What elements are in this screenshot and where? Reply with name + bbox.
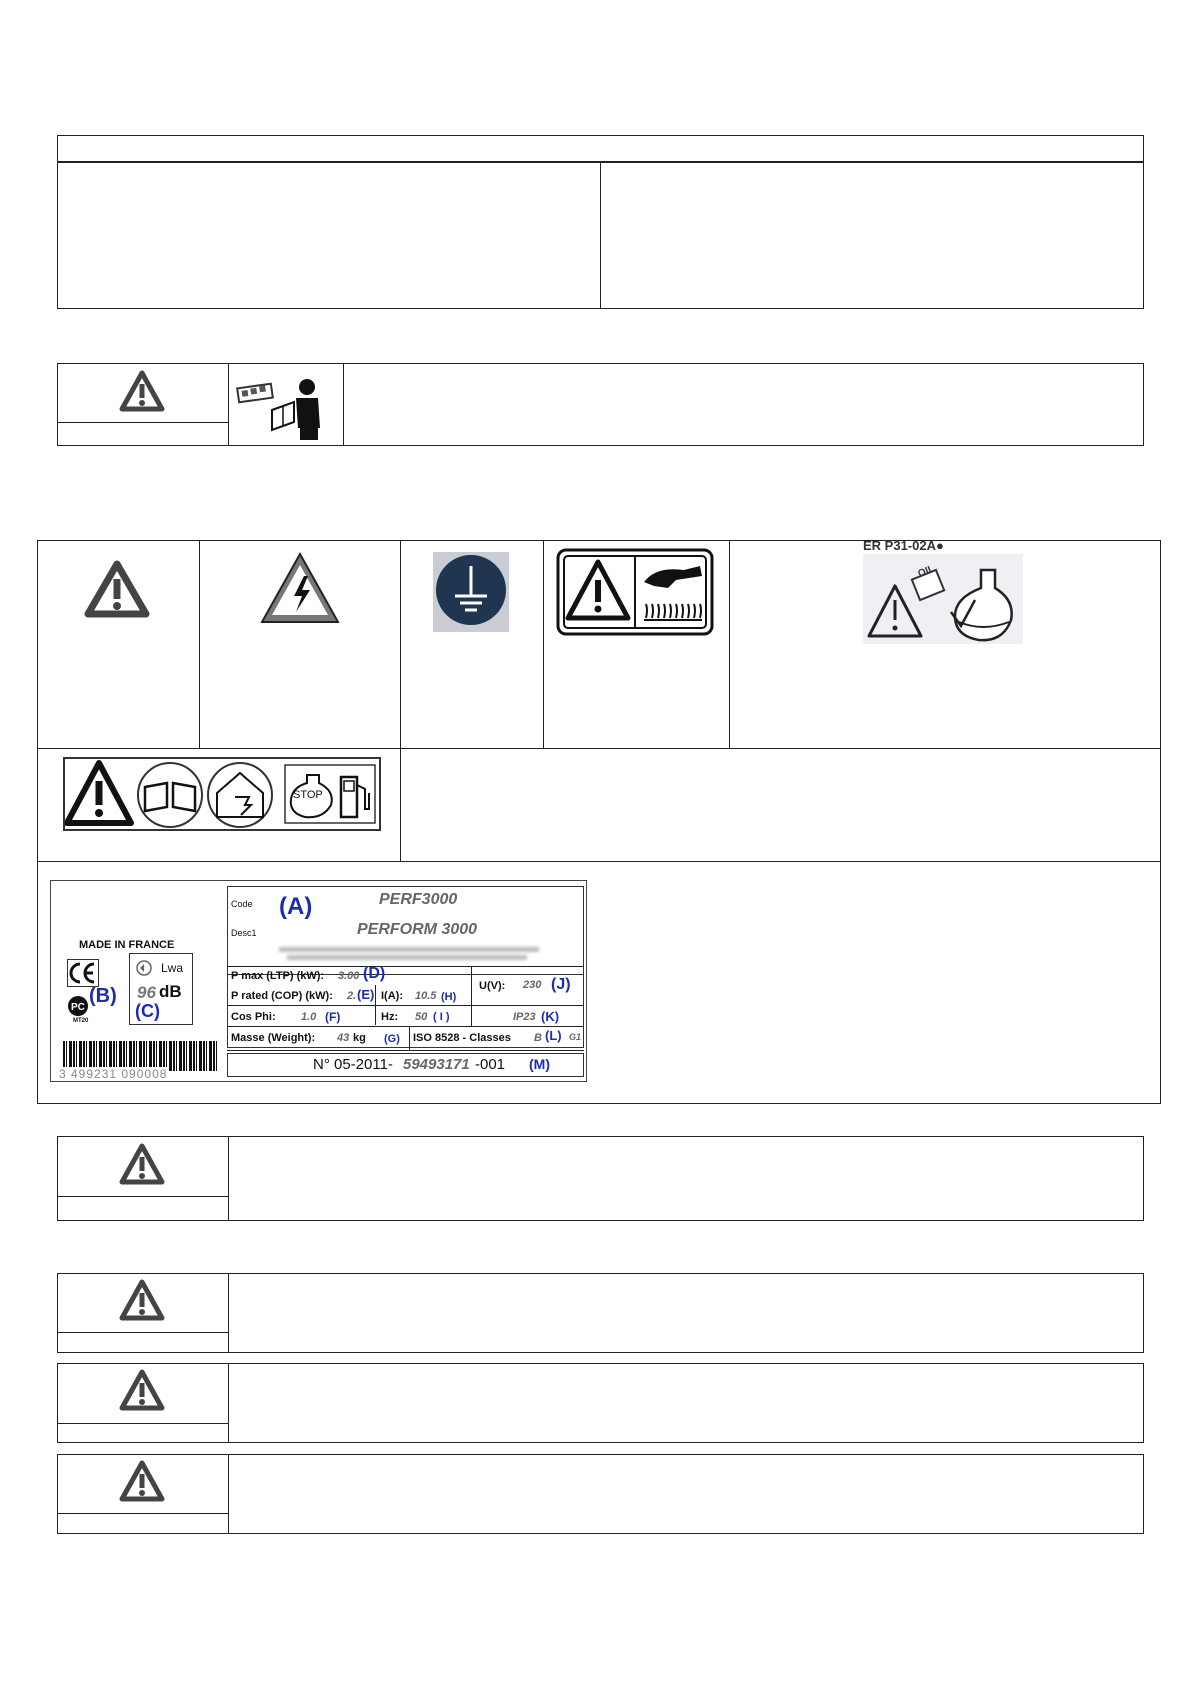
hot-surface-warning-icon xyxy=(556,548,714,636)
stop-label: STOP xyxy=(293,789,323,801)
warning-icon xyxy=(119,370,165,412)
warning-box-read-manual xyxy=(57,363,1144,446)
rating-plate-rule xyxy=(227,966,584,967)
marker-j: (J) xyxy=(551,976,571,993)
rating-plate xyxy=(50,880,587,1082)
rating-plate-rule xyxy=(227,1050,584,1051)
warning-box-divider xyxy=(343,363,344,446)
pictogram-table-col-divider xyxy=(729,540,730,748)
serial-suffix: -001 xyxy=(475,1056,506,1073)
warning-icon xyxy=(119,1279,165,1321)
rating-plate-rule xyxy=(227,1026,584,1027)
iso-label: ISO 8528 - Classes xyxy=(413,1032,511,1044)
general-warning-icon xyxy=(84,560,150,618)
warning-box-divider xyxy=(57,422,228,423)
warning-box xyxy=(57,1136,1144,1221)
lwa-value: 96 xyxy=(137,983,156,1002)
prated-label: P rated (COP) (kW): xyxy=(231,990,333,1002)
refuel-warning-strip xyxy=(63,757,381,831)
marker-e: (E) xyxy=(357,987,375,1002)
rating-plate-rule xyxy=(471,1005,472,1026)
pictogram-table-col-divider xyxy=(400,540,401,861)
marker-b: (B) xyxy=(89,985,117,1007)
read-manual-pictogram xyxy=(236,372,326,442)
rating-plate-rule xyxy=(409,1026,410,1050)
mass-label: Masse (Weight): xyxy=(231,1032,316,1044)
marker-l: (L) xyxy=(545,1028,562,1043)
marker-d: (D) xyxy=(363,965,386,982)
blurred-text xyxy=(287,955,527,960)
electrical-hazard-icon xyxy=(258,550,342,628)
iso-value: B xyxy=(534,1032,542,1044)
mass-value: 43 xyxy=(337,1032,350,1044)
rating-plate-rule xyxy=(227,1005,584,1006)
lwa-label: Lwa xyxy=(161,961,184,975)
er-code-label: ER P31-02A● xyxy=(863,538,944,553)
marker-f: (F) xyxy=(325,1010,341,1024)
serial-prefix: N° 05-2011- xyxy=(313,1056,393,1073)
warning-box xyxy=(57,1454,1144,1534)
warning-box xyxy=(57,1273,1144,1353)
warning-box-divider xyxy=(57,1332,228,1333)
warning-box-divider xyxy=(57,1423,228,1424)
oil-label: OIL xyxy=(916,563,937,580)
pictogram-table-col-divider xyxy=(199,540,200,748)
lwa-unit: dB xyxy=(159,982,182,1001)
warning-box-divider xyxy=(228,1136,229,1221)
made-in-label: MADE IN FRANCE xyxy=(79,939,175,951)
current-label: I(A): xyxy=(381,990,403,1002)
prated-value: 2. xyxy=(347,990,357,1002)
voltage-value: 230 xyxy=(523,979,542,991)
cosphi-label: Cos Phi: xyxy=(231,1011,276,1023)
marker-k: (K) xyxy=(541,1009,560,1024)
marker-c: (C) xyxy=(135,1001,160,1021)
hz-value: 50 xyxy=(415,1011,428,1023)
warning-icon xyxy=(119,1369,165,1411)
pmax-value: 3.00 xyxy=(338,970,360,982)
warning-box-divider xyxy=(228,1454,229,1534)
marker-i: ( I ) xyxy=(433,1011,450,1023)
marker-m: (M) xyxy=(529,1056,550,1072)
warning-icon xyxy=(119,1143,165,1185)
warning-box-divider xyxy=(228,363,229,446)
ip-value: IP23 xyxy=(513,1011,536,1023)
serial-mid: 59493171 xyxy=(403,1056,470,1073)
ground-symbol-icon xyxy=(433,552,509,632)
warning-box-divider xyxy=(57,1513,228,1514)
blurred-text xyxy=(279,947,539,952)
ce-mark-icon xyxy=(67,959,99,987)
rating-plate-rule xyxy=(375,985,376,1025)
pmax-label: P max (LTP) (kW): xyxy=(231,970,325,982)
warning-icon xyxy=(119,1460,165,1502)
warning-box-divider xyxy=(228,1363,229,1443)
header-table-column-divider xyxy=(600,161,601,309)
marker-g: (G) xyxy=(384,1033,400,1045)
barcode-number: 3 499231 090008 xyxy=(59,1067,168,1081)
iso-tail: G1 xyxy=(569,1032,582,1042)
warning-box-divider xyxy=(228,1273,229,1353)
hz-label: Hz: xyxy=(381,1011,399,1023)
desc-value: PERFORM 3000 xyxy=(357,921,478,938)
rating-plate-rule xyxy=(471,966,472,1006)
cosphi-value: 1.0 xyxy=(301,1011,317,1023)
code-label: Code xyxy=(231,899,253,909)
oil-check-pictogram xyxy=(863,540,1023,644)
warning-box-divider xyxy=(57,1196,228,1197)
desc-label: Desc1 xyxy=(231,928,257,938)
marker-a: (A) xyxy=(279,893,313,920)
code-value: PERF3000 xyxy=(379,891,458,908)
marker-h: (H) xyxy=(441,991,457,1003)
svg-text:PC: PC xyxy=(71,1002,85,1013)
pct-code: MT20 xyxy=(73,1018,89,1024)
current-value: 10.5 xyxy=(415,990,437,1002)
noise-icon xyxy=(135,959,153,977)
pictogram-table-col-divider xyxy=(543,540,544,748)
warning-box xyxy=(57,1363,1144,1443)
pictogram-table-row-divider xyxy=(37,861,1161,862)
mass-unit: kg xyxy=(353,1032,366,1044)
pictogram-table-row-divider xyxy=(37,748,1161,749)
voltage-label: U(V): xyxy=(479,980,506,992)
